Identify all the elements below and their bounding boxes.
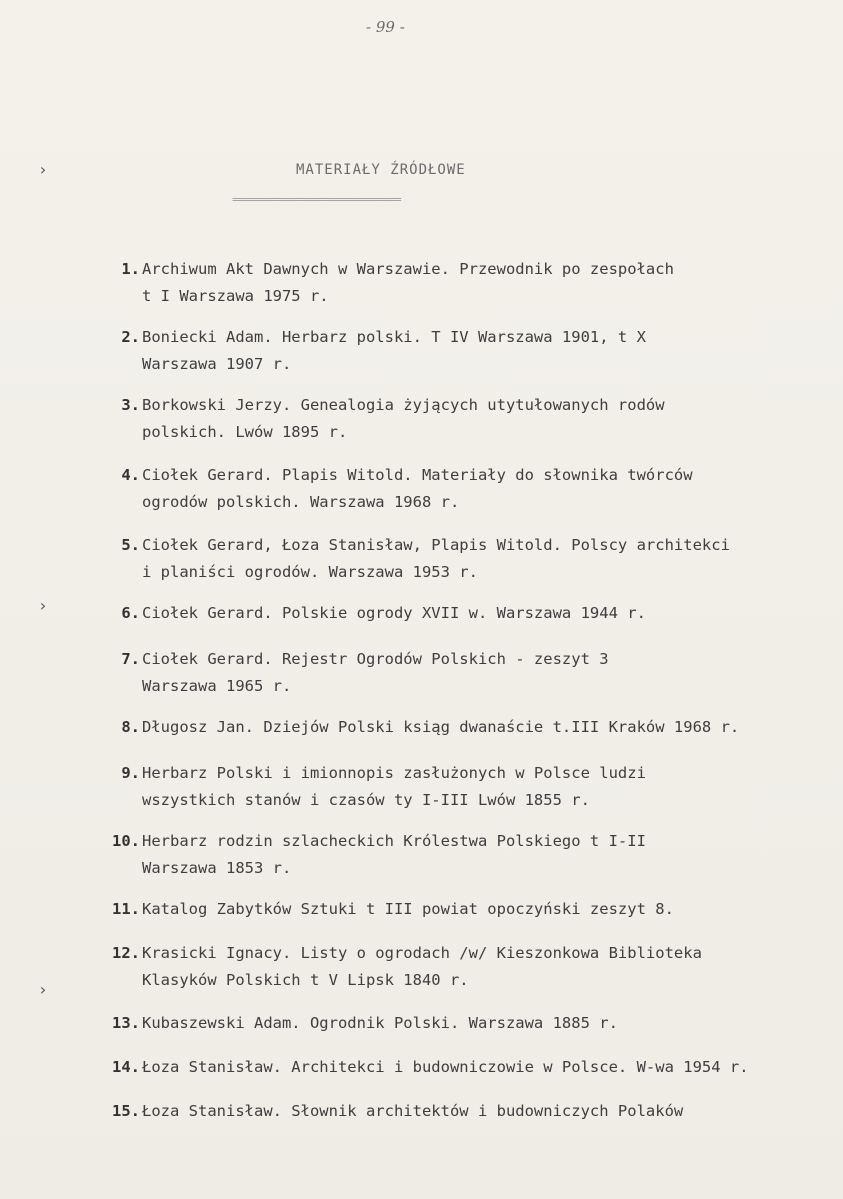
margin-mark: › [38,596,48,615]
entry-number: 9. [121,764,140,782]
bibliography-entry [100,646,830,700]
entry-number: 11. [112,900,140,918]
entry-text-line1: Długosz Jan. Dziejów Polski ksiąg dwanaście t.III Kraków 1968 r. [142,718,740,736]
entry-text-line2: wszystkich stanów i czasów ty I-III Lwów 1855 r. [142,791,590,809]
margin-mark: › [38,160,48,179]
entry-text-line2: polskich. Lwów 1895 r. [142,423,348,441]
entry-number: 5. [121,536,140,554]
entry-text-line1: Krasicki Ignacy. Listy o ogrodach /w/ Kieszonkowa Biblioteka [142,944,702,962]
bibliography-entry [100,532,830,586]
entry-number: 2. [121,328,140,346]
bibliography-entry [100,1098,830,1125]
bibliography-entry [100,256,830,310]
entry-number: 8. [121,718,140,736]
entry-text-line2: i planiści ogrodów. Warszawa 1953 r. [142,563,478,581]
entry-number: 10. [112,832,140,850]
entry-text-line1: Ciołek Gerard. Polskie ogrody XVII w. Warszawa 1944 r. [142,604,646,622]
entry-text-line1: Archiwum Akt Dawnych w Warszawie. Przewodnik po zespołach [142,260,674,278]
entry-number: 7. [121,650,140,668]
bibliography-entry [100,324,830,378]
entry-text-line2: t I Warszawa 1975 r. [142,287,329,305]
entry-number: 3. [121,396,140,414]
section-heading: MATERIAŁY ŹRÓDŁOWE [296,162,466,178]
entry-text-line1: Borkowski Jerzy. Genealogia żyjących utytułowanych rodów [142,396,665,414]
entry-number: 15. [112,1102,140,1120]
page-number: - 99 - [366,18,405,36]
entry-number: 4. [121,466,140,484]
bibliography-entry [100,714,830,741]
bibliography-entry [100,896,830,923]
entry-text-line2: Warszawa 1853 r. [142,859,292,877]
entry-text-line1: Kubaszewski Adam. Ogrodnik Polski. Warszawa 1885 r. [142,1014,618,1032]
entry-text-line1: Ciołek Gerard. Rejestr Ogrodów Polskich - zeszyt 3 [142,650,609,668]
entry-text-line1: Katalog Zabytków Sztuki t III powiat opoczyński zeszyt 8. [142,900,674,918]
bibliography-entry [100,1010,830,1037]
entry-text-line2: ogrodów polskich. Warszawa 1968 r. [142,493,460,511]
entry-text-line1: Ciołek Gerard, Łoza Stanisław, Plapis Witold. Polscy architekci [142,536,730,554]
bibliography-entry [100,392,830,446]
entry-text-line2: Warszawa 1965 r. [142,677,292,695]
bibliography-entry [100,1054,830,1081]
entry-number: 12. [112,944,140,962]
bibliography-entry [100,462,830,516]
entry-number: 13. [112,1014,140,1032]
margin-mark: › [38,980,48,999]
entry-number: 6. [121,604,140,622]
entry-text-line1: Boniecki Adam. Herbarz polski. T IV Warszawa 1901, t X [142,328,646,346]
bibliography-entry [100,940,830,994]
entry-text-line1: Łoza Stanisław. Słownik architektów i budowniczych Polaków [142,1102,684,1120]
bibliography-entry [100,600,830,627]
entry-number: 14. [112,1058,140,1076]
entry-number: 1. [121,260,140,278]
entry-text-line2: Warszawa 1907 r. [142,355,292,373]
entry-text-line1: Herbarz rodzin szlacheckich Królestwa Polskiego t I-II [142,832,646,850]
bibliography-entry [100,828,830,882]
entry-text-line1: Herbarz Polski i imionnopis zasłużonych w Polsce ludzi [142,764,646,782]
entry-text-line2: Klasyków Polskich t V Lipsk 1840 r. [142,971,469,989]
bibliography-entry [100,760,830,814]
heading-underline-rule: ============================== [232,193,401,206]
entry-text-line1: Łoza Stanisław. Architekci i budowniczowie w Polsce. W-wa 1954 r. [142,1058,749,1076]
entry-text-line1: Ciołek Gerard. Plapis Witold. Materiały do słownika twórców [142,466,693,484]
